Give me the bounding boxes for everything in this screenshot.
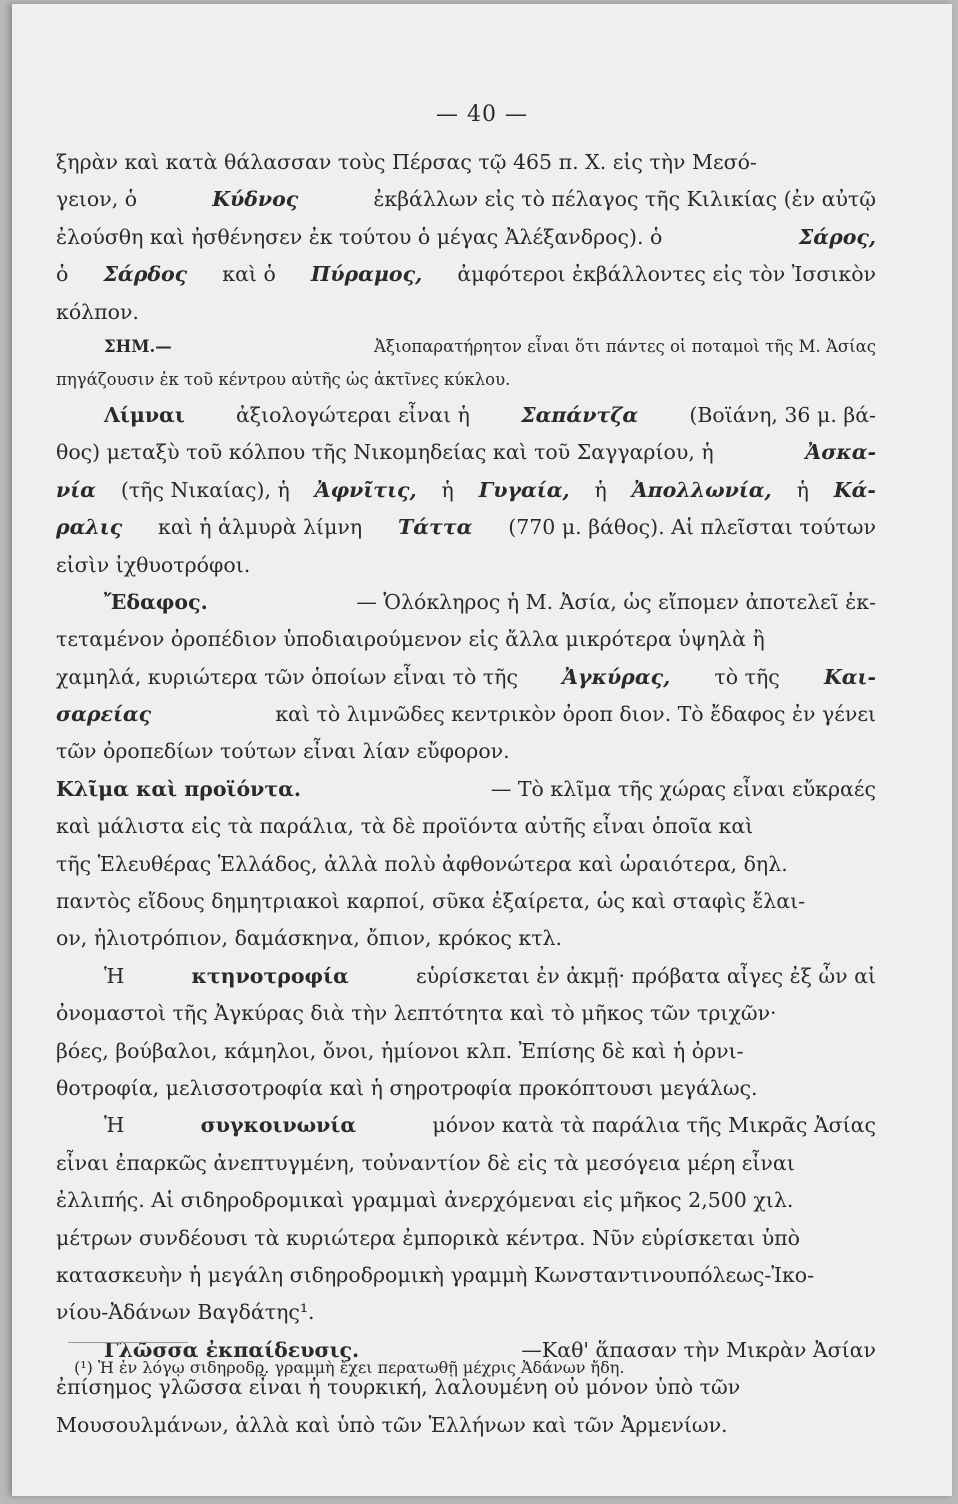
text-line: ἐπίσημος γλῶσσα εἶναι ἡ τουρκική, λαλουμένη οὐ μόνον ὑπὸ τῶν: [56, 1375, 741, 1400]
subject-term: κτηνοτροφία: [191, 963, 349, 988]
text-line: μέτρων συνδέουσι τὰ κυριώτερα ἐμπορικὰ κέντρα. Νῦν εὑρίσκεται ὑπὸ: [56, 1225, 800, 1250]
lake-name: ραλις: [56, 515, 123, 540]
text-line: τῶν ὀροπεδίων τούτων εἶναι λίαν εὔφορον.: [56, 739, 510, 764]
lake-name: νία: [56, 477, 96, 502]
text-line: γειον, ὁ Κύδνος ἐκβάλλων εἰς τὸ πέλαγος τῆς Κιλικίας (ἐν αὐτῷ: [56, 187, 876, 212]
section-heading: Ἔδαφος.: [104, 589, 208, 614]
text-line: νία (τῆς Νικαίας), ἡ Ἀφνῖτις, ἡ Γυγαία, ἡ Ἀπολλωνία, ἡ Κά-: [56, 477, 876, 502]
lake-name: Κά-: [833, 477, 876, 502]
text-line: παντὸς εἴδους δημητριακοὶ καρποί, σῦκα ἐξαίρετα, ὡς καὶ σταφὶς ἔλαι-: [56, 889, 806, 914]
text-line: Ἡ κτηνοτροφία εὑρίσκεται ἐν ἀκμῇ· πρόβατα αἶγες ἐξ ὧν αἱ: [104, 963, 876, 988]
text-line: τεταμένον ὀροπέδιον ὑποδιαιρούμενον εἰς ἄλλα μικρότερα ὑψηλὰ ἢ: [56, 627, 765, 652]
text-line: Γλῶσσα ἐκπαίδευσις. —Καθ' ἅπασαν τὴν Μικρὰν Ἀσίαν: [104, 1337, 876, 1362]
lake-name: Ἀφνῖτις,: [314, 477, 417, 502]
text-line: κατασκευὴν ἡ μεγάλη σιδηροδρομικὴ γραμμὴ Κωνσταντινουπόλεως-Ἰκο-: [56, 1262, 815, 1287]
river-name: Κύδνος: [212, 187, 299, 212]
text-line: καὶ μάλιστα εἰς τὰ παράλια, τὰ δὲ προϊόντα αὐτῆς εἶναι ὁποῖα καὶ: [56, 814, 754, 839]
text-line: θος) μεταξὺ τοῦ κόλπου τῆς Νικομηδείας καὶ τοῦ Σαγγαρίου, ἡ Ἀσκα-: [56, 440, 876, 465]
place-name: σαρείας: [56, 702, 152, 727]
footnote: (¹) Ἡ ἐν λόγῳ σιδηροδρ. γραμμὴ ἔχει περατωθῇ μέχρις Ἀδάνων ἤδη.: [74, 1358, 625, 1377]
book-page: [12, 4, 952, 1496]
text-line: θοτροφία, μελισσοτροφία καὶ ἡ σηροτροφία προκόπτουσι μεγάλως.: [56, 1075, 758, 1100]
text-line: Λίμναι ἀξιολογώτεραι εἶναι ἡ Σαπάντζα (Βοϊάνη, 36 μ. βά-: [104, 402, 876, 427]
text-line: κόλπον.: [56, 299, 139, 324]
text-line: Μουσουλμάνων, ἀλλὰ καὶ ὑπὸ τῶν Ἑλλήνων καὶ τῶν Ἀρμενίων.: [56, 1412, 728, 1437]
section-heading: Γλῶσσα ἐκπαίδευσις.: [104, 1337, 360, 1362]
lake-name: Τάττα: [397, 515, 473, 540]
text-line: χαμηλά, κυριώτερα τῶν ὁποίων εἶναι τὸ τῆς Ἀγκύρας, τὸ τῆς Και-: [56, 664, 876, 689]
page-number: — 40 —: [436, 102, 528, 127]
text-line: ραλις καὶ ἡ ἁλμυρὰ λίμνη Τάττα (770 μ. βάθος). Αἱ πλεῖσται τούτων: [56, 515, 876, 540]
river-name: Σάρος,: [798, 224, 876, 249]
lake-name: Γυγαία,: [478, 477, 570, 502]
footnote-divider: [68, 1342, 188, 1343]
text-line: εἶναι ἐπαρκῶς ἀνεπτυγμένη, τοὐναντίον δὲ εἰς τὰ μεσόγεια μέρη εἶναι: [56, 1150, 795, 1175]
text-line: Κλῖμα καὶ προϊόντα. — Τὸ κλῖμα τῆς χώρας εἶναι εὔκραές: [56, 776, 876, 801]
text-line: ἐλλιπής. Αἱ σιδηροδρομικαὶ γραμμαὶ ἀνερχόμεναι εἰς μῆκος 2,500 χιλ.: [56, 1188, 794, 1213]
lake-name: Ἀσκα-: [805, 440, 876, 465]
section-heading: Λίμναι: [104, 402, 185, 427]
place-name: Και-: [823, 664, 876, 689]
text-line: Ἔδαφος. — Ὁλόκληρος ἡ Μ. Ἀσία, ὡς εἴπομεν ἀποτελεῖ ἐκ-: [104, 589, 876, 614]
note-line: πηγάζουσιν ἐκ τοῦ κέντρου αὐτῆς ὡς ἀκτῖνες κύκλου.: [56, 369, 511, 389]
text-line: εἰσὶν ἰχθυοτρόφοι.: [56, 552, 251, 577]
text-line: ἐλούσθη καὶ ἠσθένησεν ἐκ τούτου ὁ μέγας Ἀλέξανδρος). ὁ Σάρος,: [56, 224, 876, 249]
river-name: Πύραμος,: [310, 262, 423, 287]
text-line: τῆς Ἑλευθέρας Ἑλλάδος, ἀλλὰ πολὺ ἀφθονώτερα καὶ ὡραιότερα, δηλ.: [56, 851, 788, 876]
section-heading: Κλῖμα καὶ προϊόντα.: [56, 776, 302, 801]
place-name: Ἀγκύρας,: [562, 664, 671, 689]
note-label: ΣΗΜ.—: [104, 336, 172, 356]
lake-name: Σαπάντζα: [521, 402, 639, 427]
subject-term: συγκοινωνία: [200, 1113, 357, 1138]
text-line: σαρείας καὶ τὸ λιμνῶδες κεντρικὸν ὀροπ διον. Τὸ ἔδαφος ἐν γένει: [56, 702, 876, 727]
body-text: [56, 150, 876, 1450]
note-line: ΣΗΜ.— Ἀξιοπαρατήρητον εἶναι ὅτι πάντες οἱ ποταμοὶ τῆς Μ. Ἀσίας: [104, 336, 876, 356]
text-line: νίου-Ἀδάνων Βαγδάτης¹.: [56, 1300, 315, 1325]
text-line: Ἡ συγκοινωνία μόνον κατὰ τὰ παράλια τῆς Μικρᾶς Ἀσίας: [104, 1113, 876, 1138]
text-line: ὀνομαστοὶ τῆς Ἀγκύρας διὰ τὴν λεπτότητα καὶ τὸ μῆκος τῶν τριχῶν·: [56, 1001, 777, 1026]
text-line: ον, ἡλιοτρόπιον, δαμάσκηνα, ὄπιον, κρόκος κτλ.: [56, 926, 563, 951]
text-line: ὁ Σάρδος καὶ ὁ Πύραμος, ἀμφότεροι ἐκβάλλοντες εἰς τὸν Ἰσσικὸν: [56, 262, 876, 287]
text-line: βόες, βούβαλοι, κάμηλοι, ὄνοι, ἡμίονοι κλπ. Ἐπίσης δὲ καὶ ἡ ὀρνι-: [56, 1038, 744, 1063]
text-line: ξηρὰν καὶ κατὰ θάλασσαν τοὺς Πέρσας τῷ 465 π. Χ. εἰς τὴν Μεσό-: [56, 150, 757, 174]
river-name: Σάρδος: [103, 262, 188, 287]
lake-name: Ἀπολλωνία,: [631, 477, 772, 502]
